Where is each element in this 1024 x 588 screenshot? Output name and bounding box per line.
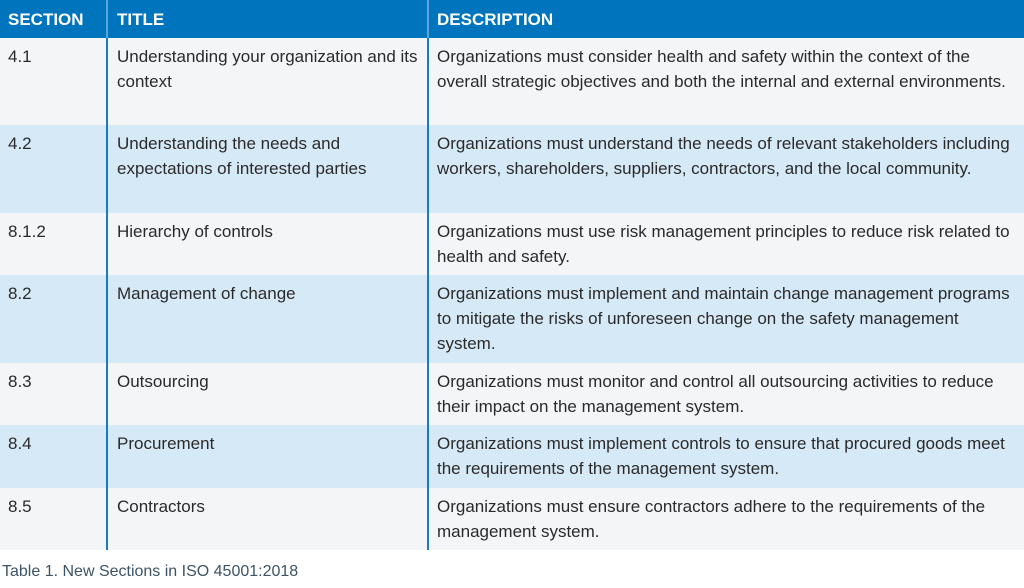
table-row: [0, 38, 1024, 125]
title-cell: Outsourcing: [108, 363, 429, 425]
title-cell: Procurement: [108, 425, 429, 488]
description-cell: Organizations must implement controls to ensure that procured goods meet the requirements of the management system.: [437, 434, 1005, 478]
title-cell: Understanding the needs and expectations of interested parties: [108, 125, 429, 213]
description-cell: Organizations must consider health and safety within the context of the overall strategic objectives and both the internal and external environments.: [437, 47, 1006, 91]
table-row: [0, 363, 1024, 425]
title-cell: Understanding your organization and its context: [108, 38, 429, 125]
section-cell: 8.2: [0, 275, 108, 363]
description-cell: Organizations must use risk management principles to reduce risk related to health and safety.: [437, 222, 1010, 266]
section-cell: 8.3: [0, 363, 108, 425]
table-row: [0, 213, 1024, 275]
section-cell: 4.1: [0, 38, 108, 125]
header-title: TITLE: [108, 0, 429, 38]
description-cell: Organizations must implement and maintain change management programs to mitigate the risks of unforeseen change on the safety management system.: [437, 284, 1010, 353]
title-cell: Hierarchy of controls: [108, 213, 429, 275]
section-cell: 8.4: [0, 425, 108, 488]
title-cell: Management of change: [108, 275, 429, 363]
table-row: [0, 425, 1024, 488]
header-description: DESCRIPTION: [437, 10, 554, 29]
table-row: [0, 275, 1024, 363]
header-section: SECTION: [0, 0, 108, 38]
description-cell: Organizations must understand the needs of relevant stakeholders including workers, shareholders, suppliers, contractors, and the local community.: [437, 134, 1010, 178]
description-cell: Organizations must ensure contractors adhere to the requirements of the management system.: [437, 497, 986, 541]
description-cell: Organizations must monitor and control all outsourcing activities to reduce their impact on the management system.: [437, 372, 994, 416]
title-cell: Contractors: [108, 488, 429, 550]
table-row: [0, 488, 1024, 550]
section-cell: 8.5: [0, 488, 108, 550]
section-cell: 8.1.2: [0, 213, 108, 275]
table-row: [0, 125, 1024, 213]
section-cell: 4.2: [0, 125, 108, 213]
table-caption: Table 1. New Sections in ISO 45001:2018: [2, 563, 299, 580]
table-header: [0, 0, 1024, 38]
